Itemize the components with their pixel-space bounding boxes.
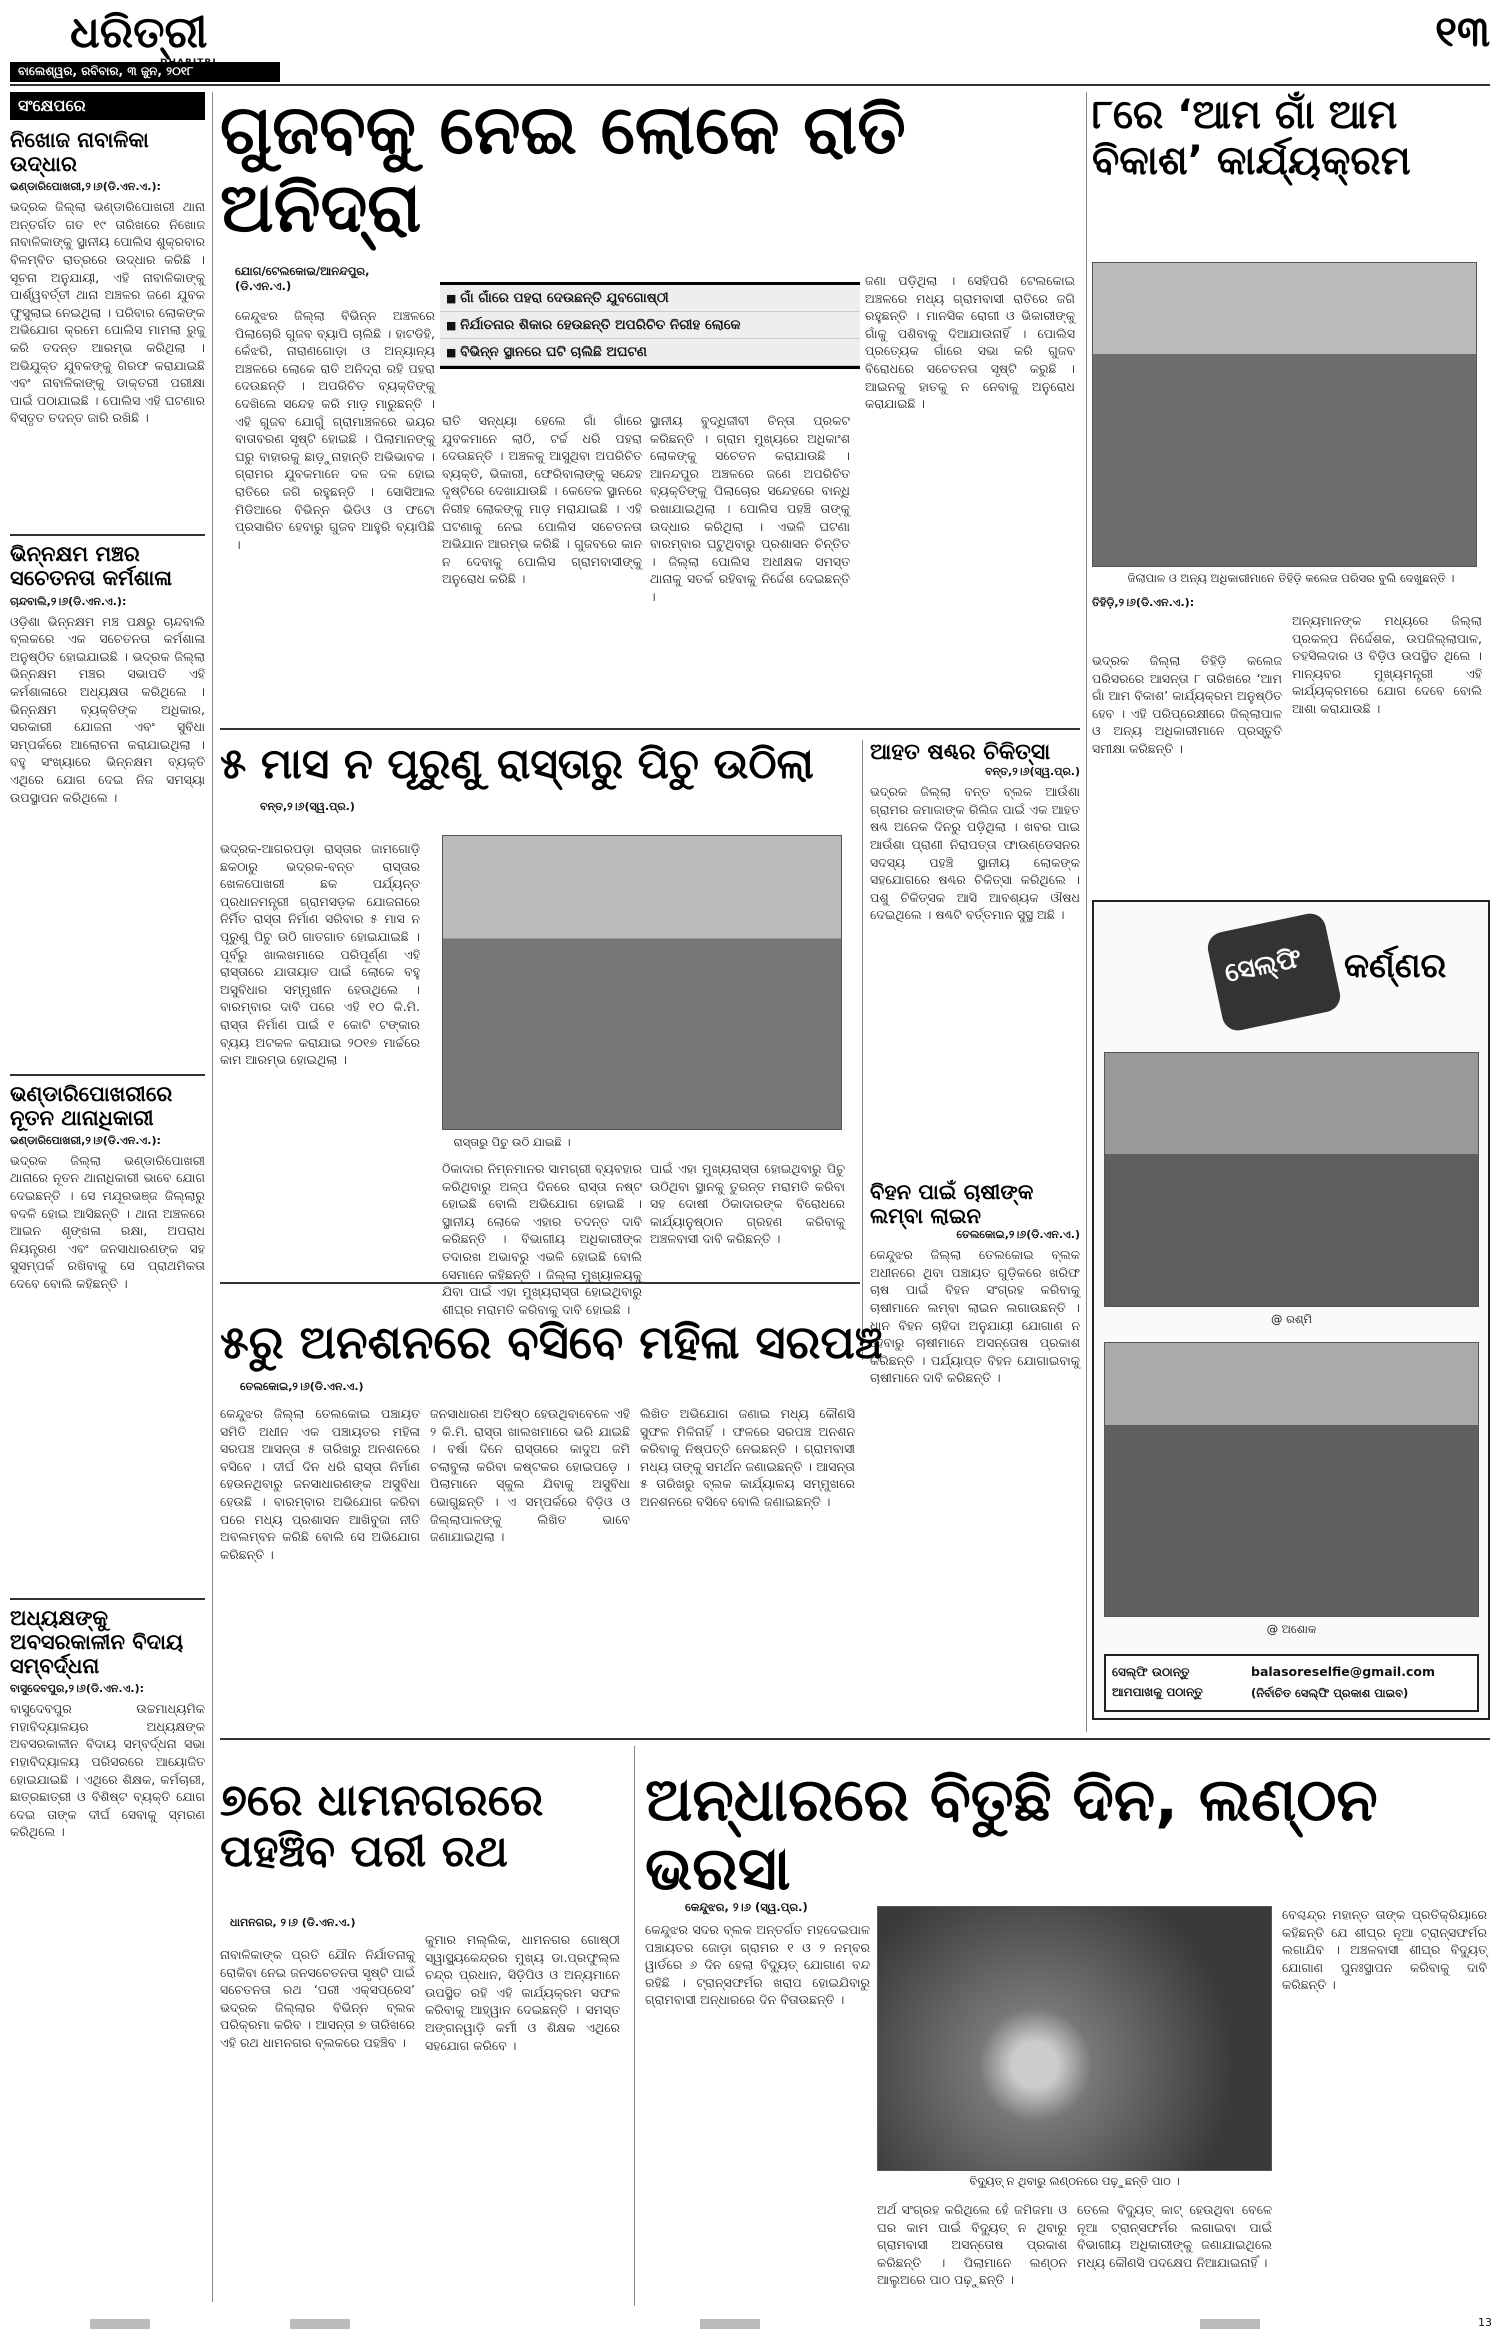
kicker-item-3: ■ ବିଭିନ୍ନ ସ୍ଥାନରେ ଘଟି ଚାଲିଛି ଅଘଟଣ — [440, 339, 860, 366]
section-rule — [220, 728, 1080, 730]
kicker-item-1: ■ ଗାଁ ଗାଁରେ ପହରା ଦେଉଛନ୍ତି ଯୁବଗୋଷ୍ଠୀ — [440, 285, 860, 312]
lantern-caption: ବିଦ୍ୟୁତ୍ ନ ଥିବାରୁ ଲଣ୍ଠନରେ ପଢ଼ୁଛନ୍ତି ପାଠ । — [969, 2174, 1180, 2188]
officials-photo — [1092, 262, 1477, 567]
column-rule — [212, 92, 213, 2302]
road-col-1: ଭଦ୍ରକ-ଆଗରପଡ଼ା ରାସ୍ତାର ଜାମଗୋଡ଼ି ଛକଠାରୁ ଭଦ୍ରକ-ବନ୍ତ ରାସ୍ତାର ଖେଳପୋଖରୀ ଛକ ପର୍ଯ୍ୟନ୍ତ ପ୍ରଧାନମନ୍ତ୍ରୀ ଗ୍ରାମସଡ଼କ ଯୋଜନାରେ ନିର୍ମିତ ରାସ୍ତା ନିର୍ମାଣ ସରିବାର ୫ ମାସ ନ ପୂରୁଣୁ ପିଚୁ ଉଠି ଗାତଗାତ ହୋଇଯାଇଛି । ପୂର୍ବରୁ ଖାଲଖମାରେ ପରିପୂର୍ଣ୍ଣ ଏହି ରାସ୍ତାରେ ଯାତାୟାତ ପାଇଁ ଲୋକେ ବହୁ ଅସୁବିଧାର ସମ୍ମୁଖୀନ ହେଉଥିଲେ । ବାରମ୍ବାର ଦାବି ପରେ ଏହି ୧୦ କି.ମି. ରାସ୍ତା ନିର୍ମାଣ ପାଇଁ ୧ କୋଟି ଟଙ୍କାର ବ୍ୟୟ ଅଟକଳ କରାଯାଇ ୨୦୧୭ ମାର୍ଚ୍ଚରେ କାମ ଆରମ୍ଭ ହୋଇଥିଲା । — [220, 841, 420, 1068]
selfie-send-text: ସେଲ୍ଫି ଉଠାନ୍ତୁ ଆମପାଖକୁ ପଠାନ୍ତୁ — [1112, 1665, 1203, 1699]
brief-dateline-1: ଭଣ୍ଡାରିପୋଖରୀ,୨।୬(ଡି.ଏନ.ଏ.): — [10, 180, 161, 194]
ratha-story — [220, 1746, 625, 2306]
selfie-note: (ନିର୍ବାଚିତ ସେଲ୍ଫି ପ୍ରକାଶ ପାଇବ) — [1251, 1686, 1409, 1700]
brief-body-2: ଓଡ଼ିଶା ଭିନ୍ନକ୍ଷମ ମଞ୍ଚ ପକ୍ଷରୁ ଚାନ୍ଦବାଲି ବ୍ଲକରେ ଏକ ସଚେତନତା କର୍ମଶାଳା ଅନୁଷ୍ଠିତ ହୋଇଯାଇଛି । ଭଦ୍ରକ ଜିଲ୍ଲା ଭିନ୍ନକ୍ଷମ ମଞ୍ଚର ସଭାପତି ଏହି କର୍ମଶାଳାରେ ଅଧ୍ୟକ୍ଷତା କରିଥିଲେ । ଭିନ୍ନକ୍ଷମ ବ୍ୟକ୍ତିଙ୍କ ଅଧିକାର, ସରକାରୀ ଯୋଜନା ଏବଂ ସୁବିଧା ସମ୍ପର୍କରେ ଆଲୋଚନା କରାଯାଇଥିଲା । ବହୁ ସଂଖ୍ୟାରେ ଭିନ୍ନକ୍ଷମ ବ୍ୟକ୍ତି ଏଥିରେ ଯୋଗ ଦେଇ ନିଜ ସମସ୍ୟା ଉପସ୍ଥାପନ କରିଥିଲେ । — [10, 613, 205, 805]
phone-text: ସେଲ୍ଫି — [1222, 943, 1305, 989]
sarpanch-col-1: କେନ୍ଦୁଝର ଜିଲ୍ଲା ତେଲକୋଇ ପଞ୍ଚାୟତ ସମିତି ଅଧୀନ ଏକ ପଞ୍ଚାୟତର ମହିଳା ସରପଞ୍ଚ ଆସନ୍ତା ୫ ତାରିଖରୁ ଅନଶନରେ ବସିବେ । ଦୀର୍ଘ ଦିନ ଧରି ରାସ୍ତା ନିର୍ମାଣ ହେଉନଥିବାରୁ ଜନସାଧାରଣଙ୍କ ଅସୁବିଧା ହେଉଛି । ବାରମ୍ବାର ଅଭିଯୋଗ କରିବା ପରେ ମଧ୍ୟ ପ୍ରଶାସନ ଆଖିବୁଜା ନୀତି ଅବଲମ୍ବନ କରିଛି ବୋଲି ସେ ଅଭିଯୋଗ କରିଛନ୍ତି । — [220, 1406, 420, 1562]
brief-title-1: ନିଖୋଜ ନାବାଳିକା ଉଦ୍ଧାର — [10, 128, 149, 177]
ama-gaon-dateline: ତିହିଡ଼ି,୨।୬(ଡି.ଏନ.ଏ.): — [1092, 596, 1195, 609]
lead-dateline: ଯୋଗ/ଟେଲକୋଇ/ଆନନ୍ଦପୁର, (ଡି.ଏନ.ଏ.) — [235, 264, 370, 293]
column-rule — [1086, 92, 1087, 1732]
injured-story — [870, 740, 1080, 1170]
injured-dateline: ବନ୍ତ,୨।୬(ସ୍ୱ.ପ୍ର.) — [985, 765, 1080, 779]
lantern-col-1: କେନ୍ଦୁଝର ସଦର ବ୍ଲକ ଅନ୍ତର୍ଗତ ମହଦେଇପାଳ ପଞ୍ଚାୟତର ଜୋଡ଼ା ଗ୍ରାମର ୧ ଓ ୨ ନମ୍ବର ୱାର୍ଡରେ ୬ ଦିନ ହେଲା ବିଦ୍ୟୁତ୍ ଯୋଗାଣ ବନ୍ଦ ରହିଛି । ଟ୍ରାନ୍ସଫର୍ମର ଖରାପ ହୋଇଯିବାରୁ ଗ୍ରାମବାସୀ ଅନ୍ଧାରରେ ଦିନ ବିତାଉଛନ୍ତି । — [645, 1922, 870, 2008]
brief-dateline-4: ବାସୁଦେବପୁର,୨।୬(ଡି.ଏନ.ଏ.): — [10, 1682, 145, 1696]
ama-gaon-col-2: ଅନ୍ୟମାନଙ୍କ ମଧ୍ୟରେ ଜିଲ୍ଲା ପ୍ରକଳ୍ପ ନିର୍ଦ୍ଦେଶକ, ଉପଜିଲ୍ଲାପାଳ, ତହସିଲଦାର ଓ ବିଡ଼ିଓ ଉପସ୍ଥିତ ଥିଲେ । ମାନ୍ୟବର ମୁଖ୍ୟମନ୍ତ୍ରୀ ଏହି କାର୍ଯ୍ୟକ୍ରମରେ ଯୋଗ ଦେବେ ବୋଲି ଆଶା କରାଯାଉଛି । — [1292, 613, 1482, 716]
brief-dateline-2: ଚାନ୍ଦବାଲି,୨।୬(ଡି.ଏନ.ଏ.): — [10, 594, 127, 608]
footer-bar — [0, 2314, 1500, 2334]
lantern-col-4: ବେଶ୍ଚନ୍ଦ୍ର ମହାନ୍ତ ତାଙ୍କ ପ୍ରତିକ୍ରିୟାରେ କହିଛନ୍ତି ଯେ ଶୀଘ୍ର ନୂଆ ଟ୍ରାନ୍ସଫର୍ମର ଲଗାଯିବ । ଅଞ୍ଚଳବାସୀ ଶୀଘ୍ର ବିଦ୍ୟୁତ୍ ଯୋଗାଣ ପୁନଃସ୍ଥାପନ କରିବାକୁ ଦାବି କରିଛନ୍ତି । — [1282, 1907, 1487, 1993]
ratha-col-1: ନାବାଳିକାଙ୍କ ପ୍ରତି ଯୌନ ନିର୍ଯାତନାକୁ ରୋକିବା ନେଇ ଜନସଚେତନତା ସୃଷ୍ଟି ପାଇଁ ସଚେତନତା ରଥ ‘ପରୀ ଏକ୍ସପ୍ରେସ’ ଭଦ୍ରକ ଜିଲ୍ଲାର ବିଭିନ୍ନ ବ୍ଲକ ପରିକ୍ରମା କରିବ । ଆସନ୍ତା ୭ ତାରିଖରେ ଏହି ରଥ ଧାମନଗର ବ୍ଲକରେ ପହଞ୍ଚିବ । — [220, 1947, 415, 2050]
road-story — [220, 739, 850, 1317]
lead-col-3: ସ୍ଥାନୀୟ ବୁଦ୍ଧିଜୀବୀ ଚିନ୍ତା ପ୍ରକଟ କରିଛନ୍ତି । ଗ୍ରାମ ମୁଖ୍ୟରେ ଅଧିକାଂଶ ଲୋକଙ୍କୁ ସଚେତନ କରାଯାଉଛି । ଆନନ୍ଦପୁର ଅଞ୍ଚଳରେ ଜଣେ ଅପରିଚିତ ବ୍ୟକ୍ତିଙ୍କୁ ପିଲାଚୋର ସନ୍ଦେହରେ ବାନ୍ଧି ରଖାଯାଇଥିଲା । ପୋଲିସ ପହଞ୍ଚି ତାଙ୍କୁ ଉଦ୍ଧାର କରିଥିଲା । ଏଭଳି ଘଟଣା ବାରମ୍ବାର ଘଟୁଥିବାରୁ ପ୍ରଶାସନ ଚିନ୍ତିତ । ଜିଲ୍ଲା ପୋଲିସ ଅଧୀକ୍ଷକ ସମସ୍ତ ଥାନାକୁ ସତର୍କ ରହିବାକୁ ନିର୍ଦ୍ଦେଶ ଦେଇଛନ୍ତି । — [650, 413, 850, 604]
selfie-caption-1: @ ରଶ୍ମି — [1270, 1312, 1313, 1326]
brief-body-4: ବାସୁଦେବପୁର ଉଚ୍ଚମାଧ୍ୟମିକ ମହାବିଦ୍ୟାଳୟର ଅଧ୍ୟକ୍ଷଙ୍କ ଅବସରକାଳୀନ ବିଦାୟ ସମ୍ବର୍ଦ୍ଧନା ସଭା ମହାବିଦ୍ୟାଳୟ ପରିସରରେ ଆୟୋଜିତ ହୋଇଯାଇଛି । ଏଥିରେ ଶିକ୍ଷକ, କର୍ମଚାରୀ, ଛାତ୍ରଛାତ୍ରୀ ଓ ବିଶିଷ୍ଟ ବ୍ୟକ୍ତି ଯୋଗ ଦେଇ ତାଙ୍କ ଦୀର୍ଘ ସେବାକୁ ସ୍ମରଣ କରିଥିଲେ । — [10, 1701, 205, 1840]
injured-body: ଭଦ୍ରକ ଜିଲ୍ଲା ବନ୍ତ ବ୍ଲକ ଆଉଁଶା ଗ୍ରାମର ଜମାଜାଙ୍କ ରିଲିଜ ପାଇଁ ଏକ ଆହତ ଷଣ୍ଢ ଅନେକ ଦିନରୁ ପଡ଼ିଥିଲା । ଖବର ପାଇ ଆଉଁଶା ପ୍ରାଣୀ ନିରାପତ୍ତା ଫାଉଣ୍ଡେସନର ସଦସ୍ୟ ପହଞ୍ଚି ସ୍ଥାନୀୟ ଲୋକଙ୍କ ସହଯୋଗରେ ଷଣ୍ଢର ଚିକିତ୍ସା କରିଥିଲେ । ପଶୁ ଚିକିତ୍ସକ ଆସି ଆବଶ୍ୟକ ଔଷଧ ଦେଇଥିଲେ । ଷଣ୍ଢଟି ବର୍ତ୍ତମାନ ସୁସ୍ଥ ଅଛି । — [870, 784, 1080, 923]
selfie-corner — [1092, 900, 1490, 1720]
lantern-story — [645, 1746, 1490, 2306]
lead-headline: ଗୁଜବକୁ ନେଇ ଲୋକେ ରାତି ଅନିଦ୍ରା — [220, 91, 906, 249]
phone-graphic — [1205, 911, 1343, 1034]
column-rule — [862, 740, 863, 1360]
ama-gaon-story — [1092, 92, 1490, 892]
ratha-headline: ୭ରେ ଧାମନଗରରେ ପହଞ୍ଚିବ ପରୀ ରଥ — [220, 1775, 544, 1877]
lantern-col-3: ତେଲେ ବିଦ୍ୟୁତ୍ କାଟ୍ ହେଉଥିବା ବେଳେ ନୂଆ ଟ୍ରାନ୍ସଫର୍ମର ଲଗାଇବା ପାଇଁ ବିଭାଗୀୟ ଅଧିକାରୀଙ୍କୁ ଜଣାଯାଇଥିଲେ ମଧ୍ୟ କୌଣସି ପଦକ୍ଷେପ ନିଆଯାଇନାହିଁ । — [1077, 2202, 1272, 2270]
selfie-photo-1 — [1104, 1052, 1479, 1307]
ama-gaon-col-1: ଭଦ୍ରକ ଜିଲ୍ଲା ତିହିଡ଼ି କଲେଜ ପରିସରରେ ଆସନ୍ତା ୮ ତାରିଖରେ ‘ଆମ ଗାଁ ଆମ ବିକାଶ’ କାର୍ଯ୍ୟକ୍ରମ ଅନୁଷ୍ଠିତ ହେବ । ଏହି ପରିପ୍ରେକ୍ଷୀରେ ଜିଲ୍ଲାପାଳ ଓ ଅନ୍ୟ ଅଧିକାରୀମାନେ ପ୍ରସ୍ତୁତି ସମୀକ୍ଷା କରିଛନ୍ତି । — [1092, 653, 1282, 756]
brief-title-2: ଭିନ୍ନକ୍ଷମ ମଞ୍ଚର ସଚେତନତା କର୍ମଶାଳା — [10, 542, 173, 591]
lead-kicker — [440, 282, 860, 369]
road-col-2: ଠିକାଦାର ନିମ୍ନମାନର ସାମଗ୍ରୀ ବ୍ୟବହାର କରିଥିବାରୁ ଅଳ୍ପ ଦିନରେ ରାସ୍ତା ନଷ୍ଟ ହୋଇଛି ବୋଲି ଅଭିଯୋଗ ହୋଇଛି । ସ୍ଥାନୀୟ ଲୋକେ ଏହାର ତଦନ୍ତ ଦାବି କରିଛନ୍ତି । ବିଭାଗୀୟ ଅଧିକାରୀଙ୍କ ତଦାରଖ ଅଭାବରୁ ଏଭଳି ହୋଇଛି ବୋଲି ସେମାନେ କହିଛନ୍ତି । ଜିଲ୍ଲା ମୁଖ୍ୟାଳୟକୁ ଯିବା ପାଇଁ ଏହା ମୁଖ୍ୟରାସ୍ତା ହୋଇଥିବାରୁ ଶୀଘ୍ର ମରାମତି କରିବାକୁ ଦାବି ହୋଇଛି । — [442, 1161, 642, 1317]
page-number: ୧୩ — [1435, 7, 1490, 56]
brief-title-4: ଅଧ୍ୟକ୍ଷଙ୍କୁ ଅବସରକାଳୀନ ବିଦାୟ ସମ୍ବର୍ଦ୍ଧନା — [10, 1605, 184, 1679]
selfie-photo-2 — [1104, 1342, 1479, 1617]
lantern-col-2: ଅର୍ଥ ସଂଗ୍ରହ କରିଥିଲେ ହେଁ ଜମିଜମା ଓ ଘର କାମ ପାଇଁ ବିଦ୍ୟୁତ୍ ନ ଥିବାରୁ ଗ୍ରାମବାସୀ ଅସନ୍ତୋଷ ପ୍ରକାଶ କରିଛନ୍ତି । ପିଲାମାନେ ଲଣ୍ଠନ ଆଲୁଅରେ ପାଠ ପଢ଼ୁଛନ୍ତି । — [877, 2202, 1067, 2288]
lantern-photo — [877, 1906, 1272, 2171]
lead-col-2: ରାତି ସନ୍ଧ୍ୟା ହେଲେ ଗାଁ ଗାଁରେ ଯୁବକମାନେ ଲାଠି, ଟର୍ଚ୍ଚ ଧରି ପହରା ଦେଉଛନ୍ତି । ଅଞ୍ଚଳକୁ ଆସୁଥିବା ଅପରିଚିତ ବ୍ୟକ୍ତି, ଭିକାରୀ, ଫେରିବାଲାଙ୍କୁ ସନ୍ଦେହ ଦୃଷ୍ଟିରେ ଦେଖାଯାଉଛି । କେତେକ ସ୍ଥାନରେ ନିରୀହ ଲୋକଙ୍କୁ ମାଡ଼ ମରାଯାଇଛି । ଏହି ଘଟଣାକୁ ନେଇ ପୋଲିସ ସଚେତନତା ଅଭିଯାନ ଆରମ୍ଭ କରିଛି । ଗୁଜବରେ କାନ ନ ଦେବାକୁ ପୋଲିସ ଗ୍ରାମବାସୀଙ୍କୁ ଅନୁରୋଧ କରିଛି । — [442, 413, 642, 587]
column-rule — [634, 1746, 635, 2306]
selfie-send-box — [1104, 1654, 1479, 1712]
section-rule — [220, 1738, 1490, 1740]
section-rule — [220, 1282, 860, 1284]
ama-gaon-caption: ଜିଲାପାଳ ଓ ଅନ୍ୟ ଅଧିକାରୀମାନେ ତିହିଡ଼ି କଲେଜ ପରିସର ବୁଲି ଦେଖୁଛନ୍ତି । — [1127, 571, 1455, 585]
selfie-email-link[interactable]: balasoreselfie@gmail.com — [1251, 1664, 1435, 1679]
registration-mark — [1200, 2319, 1260, 2329]
brief-body-3: ଭଦ୍ରକ ଜିଲ୍ଲା ଭଣ୍ଡାରିପୋଖରୀ ଥାନାରେ ନୂତନ ଥାନାଧିକାରୀ ଭାବେ ଯୋଗ ଦେଇଛନ୍ତି । ସେ ମଯୂରଭଞ୍ଜ ଜିଲ୍ଲାରୁ ବଦଳି ହୋଇ ଆସିଛନ୍ତି । ଥାନା ଅଞ୍ଚଳରେ ଆଇନ ଶୃଙ୍ଖଳା ରକ୍ଷା, ଅପରାଧ ନିୟନ୍ତ୍ରଣ ଏବଂ ଜନସାଧାରଣଙ୍କ ସହ ସୁସମ୍ପର୍କ ରଖିବାକୁ ସେ ପ୍ରାଥମିକତା ଦେବେ ବୋଲି କହିଛନ୍ତି । — [10, 1152, 205, 1291]
ratha-dateline: ଧାମନଗର, ୨।୬ (ଡି.ଏନ.ଏ.) — [230, 1916, 356, 1929]
road-headline: ୫ ମାସ ନ ପୂରୁଣୁ ରାସ୍ତାରୁ ପିଚୁ ଉଠିଲା — [220, 739, 814, 788]
sarpanch-dateline: ତେଲକୋଇ,୨।୬(ଡି.ଏନ.ଏ.) — [240, 1380, 364, 1393]
sarpanch-story — [220, 1290, 1080, 1710]
left-column — [10, 92, 205, 2292]
lead-col-1: କେନ୍ଦୁଝର ଜିଲ୍ଲା ବିଭିନ୍ନ ଅଞ୍ଚଳରେ ପିଲାଚୋରି ଗୁଜବ ବ୍ୟାପି ଚାଲିଛି । ହାଟଡିହି, କେଁଝରି, ନାରାଣଗୋଡ଼ା ଓ ଅନ୍ୟାନ୍ୟ ଅଞ୍ଚଳରେ ଲୋକେ ରାତି ଅନିଦ୍ରା ରହି ପହରା ଦେଉଛନ୍ତି । ଅପରିଚିତ ବ୍ୟକ୍ତିଙ୍କୁ ଦେଖିଲେ ସନ୍ଦେହ କରି ମାଡ଼ ମାରୁଛନ୍ତି । ଏହି ଗୁଜବ ଯୋଗୁଁ ଗ୍ରାମାଞ୍ଚଳରେ ଭୟର ବାତାବରଣ ସୃଷ୍ଟି ହୋଇଛି । ପିଲାମାନଙ୍କୁ ଘରୁ ବାହାରକୁ ଛାଡ଼ୁନାହାନ୍ତି ଅଭିଭାବକ । ଗ୍ରାମର ଯୁବକମାନେ ଦଳ ଦଳ ହୋଇ ରାତିରେ ଜଗି ରହୁଛନ୍ତି । ସୋସିଆଲ ମିଡିଆରେ ବିଭିନ୍ନ ଭିଡିଓ ଓ ଫଟୋ ପ୍ରସାରିତ ହେବାରୁ ଗୁଜବ ଆହୁରି ବ୍ୟାପିଛି । — [235, 308, 435, 552]
lantern-headline: ଅନ୍ଧାରରେ ବିତୁଛି ଦିନ, ଲଣ୍ଠନ ଭରସା — [645, 1765, 1378, 1904]
lead-col-4: ଜଣା ପଡ଼ିଥିଲା । ସେହିପରି ଟେଲକୋଇ ଅଞ୍ଚଳରେ ମଧ୍ୟ ଗ୍ରାମବାସୀ ରାତିରେ ଜଗି ରହୁଛନ୍ତି । ମାନସିକ ରୋଗୀ ଓ ଭିକାରୀଙ୍କୁ ଗାଁକୁ ପଶିବାକୁ ଦିଆଯାଉନାହିଁ । ପୋଲିସ ପ୍ରତ୍ୟେକ ଗାଁରେ ସଭା କରି ଗୁଜବ ବିରୋଧରେ ସଚେତନତା ସୃଷ୍ଟି କରୁଛି । ଆଇନକୁ ହାତକୁ ନ ନେବାକୁ ଅନୁରୋଧ କରାଯାଇଛି । — [865, 273, 1075, 412]
sarpanch-col-3: ଲିଖିତ ଅଭିଯୋଗ ଜଣାଇ ମଧ୍ୟ କୌଣସି ସୁଫଳ ମିଳିନାହିଁ । ଫଳରେ ସରପଞ୍ଚ ଅନଶନ କରିବାକୁ ନିଷ୍ପତ୍ତି ନେଇଛନ୍ତି । ଗ୍ରାମବାସୀ ମଧ୍ୟ ତାଙ୍କୁ ସମର୍ଥନ ଜଣାଇଛନ୍ତି । ଆସନ୍ତା ୫ ତାରିଖରୁ ବ୍ଲକ କାର୍ଯ୍ୟାଳୟ ସମ୍ମୁଖରେ ଅନଶନରେ ବସିବେ ବୋଲି ଜଣାଇଛନ୍ତି । — [640, 1406, 855, 1509]
ama-gaon-headline: ୮ରେ ‘ଆମ ଗାଁ ଆମ ବିକାଶ’ କାର୍ଯ୍ୟକ୍ରମ — [1092, 92, 1411, 184]
selfie-corner-title: କର୍ଣ୍ଣର — [1344, 946, 1447, 986]
road-dateline: ବନ୍ତ,୨।୬(ସ୍ୱ.ପ୍ର.) — [260, 800, 355, 813]
road-photo — [442, 835, 842, 1130]
registration-mark — [290, 2319, 350, 2329]
divider — [10, 1074, 205, 1076]
brief-body-1: ଭଦ୍ରକ ଜିଲ୍ଲା ଭଣ୍ଡାରିପୋଖରୀ ଥାନା ଅନ୍ତର୍ଗତ ଗତ ୧୯ ତାରିଖରେ ନିଖୋଜ ନାବାଳିକାଙ୍କୁ ସ୍ଥାନୀୟ ପୋଲିସ ଶୁକ୍ରବାର ବିଳମ୍ବିତ ରାତ୍ରରେ ଉଦ୍ଧାର କରିଛି । ସୂଚନା ଅନୁଯାୟୀ, ଏହି ନାବାଳିକାଙ୍କୁ ପାର୍ଶ୍ୱବର୍ତ୍ତୀ ଥାନା ଅଞ୍ଚଳର ଜଣେ ଯୁବକ ଫୁସୁଲାଇ ନେଇଥିଲା । ପରିବାର ଲୋକଙ୍କ ଅଭିଯୋଗ କ୍ରମେ ପୋଲିସ ମାମଲା ରୁଜୁ କରି ତଦନ୍ତ ଆରମ୍ଭ କରିଥିଲା । ଅଭିଯୁକ୍ତ ଯୁବକଙ୍କୁ ଗିରଫ କରାଯାଇଛି ଏବଂ ନାବାଳିକାଙ୍କୁ ଡାକ୍ତରୀ ପରୀକ୍ଷା ପାଇଁ ପଠାଯାଇଛି । ପୋଲିସ ଏହି ଘଟଣାର ବିସ୍ତୃତ ତଦନ୍ତ ଜାରି ରଖିଛି । — [10, 199, 205, 426]
registration-mark — [700, 2319, 760, 2329]
sarpanch-headline: ୫ରୁ ଅନଶନରେ ବସିବେ ମହିଳା ସରପଞ୍ଚ — [220, 1315, 883, 1369]
brief-title-3: ଭଣ୍ଡାରିପୋଖରୀରେ ନୂତନ ଥାନାଧିକାରୀ — [10, 1081, 173, 1130]
masthead — [10, 8, 1490, 78]
kicker-item-2: ■ ନିର୍ଯାତନାର ଶିକାର ହେଉଛନ୍ତି ଅପରିଚିତ ନିରୀହ ଲୋକେ — [440, 312, 860, 339]
masthead-rule — [10, 84, 1490, 86]
registration-mark — [90, 2319, 150, 2329]
farmers-dateline: ତେଲକୋଇ,୨।୬(ଡି.ଏନ.ଏ.) — [956, 1228, 1080, 1242]
masthead-logo: ଧରିତ୍ରୀ — [70, 7, 208, 58]
section-label: ସଂକ୍ଷେପରେ — [10, 92, 205, 120]
brief-dateline-3: ଭଣ୍ଡାରିପୋଖରୀ,୨।୬(ଡି.ଏନ.ଏ.): — [10, 1133, 161, 1147]
injured-headline: ଆହତ ଷଣ୍ଢର ଚିକିତ୍ସା — [870, 740, 1051, 765]
farmers-headline: ବିହନ ପାଇଁ ଚାଷୀଙ୍କ ଲମ୍ବା ଲାଇନ — [870, 1180, 1034, 1229]
divider — [10, 534, 205, 536]
farmers-body: କେନ୍ଦୁଝର ଜିଲ୍ଲା ତେଲକୋଇ ବ୍ଲକ ଅଧୀନରେ ଥିବା ପଞ୍ଚାୟତ ଗୁଡ଼ିକରେ ଖରିଫ ଚାଷ ପାଇଁ ବିହନ ସଂଗ୍ରହ କରିବାକୁ ଚାଷୀମାନେ ଲମ୍ବା ଲାଇନ ଲଗାଉଛନ୍ତି । ଧାନ ବିହନ ଚାହିଦା ଅନୁଯାୟୀ ଯୋଗାଣ ନ ହେବାରୁ ଚାଷୀମାନେ ଅସନ୍ତୋଷ ପ୍ରକାଶ କରିଛନ୍ତି । ପର୍ଯ୍ୟାପ୍ତ ବିହନ ଯୋଗାଇବାକୁ ଚାଷୀମାନେ ଦାବି କରିଛନ୍ତି । — [870, 1247, 1080, 1386]
lead-story — [220, 92, 1080, 722]
road-col-3: ପାଇଁ ଏହା ମୁଖ୍ୟରାସ୍ତା ହୋଇଥିବାରୁ ପିଚୁ ଉଠିଥିବା ସ୍ଥାନକୁ ତୁରନ୍ତ ମରାମତି କରିବା ସହ ଦୋଷୀ ଠିକାଦାରଙ୍କ ବିରୋଧରେ କାର୍ଯ୍ୟାନୁଷ୍ଠାନ ଗ୍ରହଣ କରିବାକୁ ଅଞ୍ଚଳବାସୀ ଦାବି କରିଛନ୍ତି । — [650, 1161, 845, 1247]
sarpanch-col-2: ଜନସାଧାରଣ ଅତିଷ୍ଠ ହେଉଥିବାବେଳେ ଏହି ୨ କି.ମି. ରାସ୍ତା ଖାଲଖମାରେ ଭରି ଯାଇଛି । ବର୍ଷା ଦିନେ ରାସ୍ତାରେ କାଦୁଅ ଜମି ଚଲାବୁଲା କରିବା କଷ୍ଟକର ହୋଇପଡ଼େ । ପିଲାମାନେ ସ୍କୁଲ ଯିବାକୁ ଅସୁବିଧା ଭୋଗୁଛନ୍ତି । ଏ ସମ୍ପର୍କରେ ବିଡ଼ିଓ ଓ ଜିଲ୍ଲାପାଳଙ୍କୁ ଲିଖିତ ଭାବେ ଜଣାଯାଇଥିଲା । — [430, 1406, 630, 1545]
ratha-col-2: କୁମାର ମଲ୍ଲିକ, ଧାମନଗର ଗୋଷ୍ଠୀ ସ୍ୱାସ୍ଥ୍ୟକେନ୍ଦ୍ରର ମୁଖ୍ୟ ଡା.ପ୍ରଫୁଲ୍ଲ ଚନ୍ଦ୍ର ପ୍ରଧାନ, ସିଡ଼ିପିଓ ଓ ଅନ୍ୟମାନେ ଉପସ୍ଥିତ ରହି ଏହି କାର୍ଯ୍ୟକ୍ରମ ସଫଳ କରିବାକୁ ଆହ୍ୱାନ ଦେଇଛନ୍ତି । ସମସ୍ତ ଅଙ୍ଗନୱାଡ଼ି କର୍ମୀ ଓ ଶିକ୍ଷକ ଏଥିରେ ସହଯୋଗ କରିବେ । — [425, 1932, 620, 2053]
masthead-dateline: ବାଲେଶ୍ୱର, ରବିବାର, ୩ ଜୁନ, ୨୦୧୮ — [10, 62, 280, 82]
lantern-dateline: କେନ୍ଦୁଝର, ୨।୬ (ସ୍ୱ.ପ୍ର.) — [685, 1900, 808, 1914]
selfie-caption-2: @ ଅଶୋକ — [1266, 1622, 1317, 1636]
road-caption: ରାସ୍ତାରୁ ପିଚୁ ଉଠି ଯାଇଛି । — [453, 1135, 571, 1149]
divider — [10, 1598, 205, 1600]
footer-page-marker: 13 — [1478, 2316, 1492, 2329]
